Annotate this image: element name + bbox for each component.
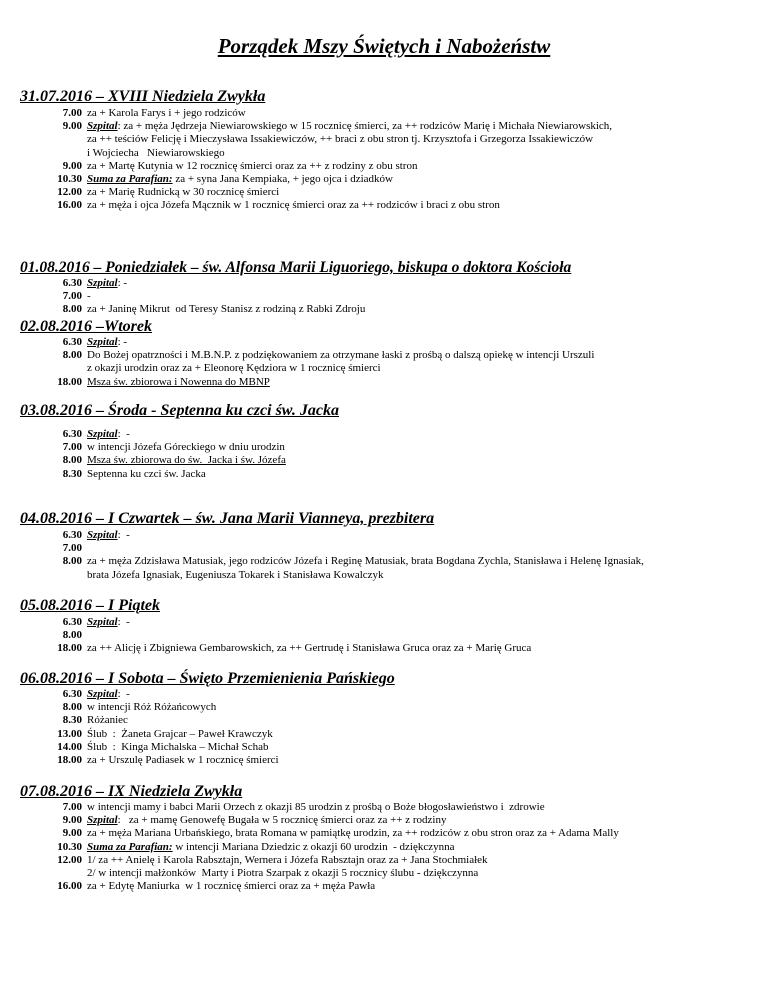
entry-text: w intencji Mariana Dziedzic z okazji 60 urodzin - dziękczynna (172, 840, 455, 853)
entry-time: 7.00 (62, 542, 82, 555)
entry-label: Szpital (87, 336, 118, 348)
schedule-entry (46, 199, 756, 212)
entry-label: Msza św. zbiorowa i Nowenna do MBNP (87, 375, 270, 388)
entry-time: 7.00 (62, 441, 82, 454)
entry-time: 6.30 (62, 688, 82, 700)
entry-text: w intencji mamy i babci Marii Orzech z okazji 85 urodzin z prośbą o Boże błogosławieństwo i zdrowie (87, 801, 545, 813)
entry-time: 7.00 (62, 107, 82, 119)
day-entries (46, 277, 756, 317)
entry-time (46, 867, 82, 880)
entry-text: za ++ Alicję i Zbigniewa Gembarowskich, za ++ Gertrudę i Stanisława Gruca oraz za + Marię Gruca (87, 642, 532, 655)
entry-text: i Wojciecha Niewiarowskiego (87, 146, 225, 159)
schedule-entry (46, 303, 756, 316)
entry-text: 1/ za ++ Anielę i Karola Rabsztajn, Wernera i Józefa Rabsztajn oraz za + Jana Stochmiałek (87, 853, 488, 866)
schedule-entry (46, 854, 756, 867)
entry-text: - (87, 290, 91, 303)
entry-label: Szpital (87, 814, 118, 827)
entry-text: Różaniec (87, 714, 128, 727)
entry-label: Suma za Parafian: (87, 840, 173, 853)
schedule-entry (46, 728, 756, 741)
entry-time: 8.00 (62, 701, 82, 714)
schedule-entry (46, 801, 756, 814)
entry-time: 6.30 (62, 336, 82, 348)
entry-time: 8.00 (62, 349, 82, 362)
entry-time: 9.00 (62, 159, 82, 172)
entry-text: za + męża i ojca Józefa Mącznik w 1 rocznicę śmierci oraz za ++ rodziców i braci z obu stron (87, 199, 500, 212)
entry-time: 6.30 (62, 428, 82, 440)
entry-text: za ++ teściów Felicję i Mieczysława Issakiewiczów, ++ braci z obu stron tj. Krzysztofa i Grzegorza Issakiewiczów (87, 133, 594, 146)
entry-time: 12.00 (57, 186, 82, 199)
entry-text: : za + mamę Genowefę Bugała w 5 rocznicę śmierci oraz za ++ z rodziny (117, 814, 447, 827)
schedule-entry (46, 107, 756, 120)
entry-time: 9.00 (62, 827, 82, 840)
schedule-entry (46, 277, 756, 290)
entry-time: 6.30 (62, 616, 82, 628)
schedule-entry (46, 186, 756, 199)
entry-text: za + męża Zdzisława Matusiak, jego rodziców Józefa i Reginę Matusiak, brata Bogdana Zychla, Stanisława i Helenę Ignasiak, (87, 555, 644, 568)
entry-time: 16.00 (57, 880, 82, 893)
entry-time: 18.00 (57, 754, 82, 767)
entry-time: 6.30 (62, 529, 82, 541)
entry-text: Ślub : Żaneta Grajcar – Paweł Krawczyk (87, 727, 273, 740)
entry-text: : za + męża Jędrzeja Niewiarowskiego w 15 rocznicę śmierci, za ++ rodziców Marię i Michała Niewiarowskich, (117, 120, 613, 133)
entry-time (46, 147, 82, 160)
entry-time: 8.30 (62, 467, 82, 480)
entry-label: Szpital (87, 688, 118, 700)
entry-time: 12.00 (57, 853, 82, 866)
entry-time: 8.00 (62, 629, 82, 642)
schedule-entry (46, 133, 756, 146)
entry-text: za + Martę Kutynia w 12 rocznicę śmierci oraz za ++ z rodziny z obu stron (87, 159, 418, 172)
schedule-entry (46, 569, 756, 582)
schedule-entry (46, 336, 756, 349)
day-heading: 04.08.2016 – I Czwartek – św. Jana Marii Vianneya, prezbitera (20, 510, 435, 527)
page-title: Porządek Mszy Świętych i Nabożeństw (217, 34, 551, 58)
entry-text: za + Edytę Maniurka w 1 rocznicę śmierci oraz za + męża Pawła (87, 880, 376, 893)
entry-label: Szpital (87, 428, 118, 440)
day-heading: 05.08.2016 – I Piątek (20, 597, 160, 614)
schedule-entry (46, 880, 756, 893)
entry-text: : - (117, 428, 130, 440)
schedule-entry (46, 616, 756, 629)
entry-time: 6.30 (62, 277, 82, 289)
entry-text: brata Józefa Ignasiak, Eugeniusza Tokarek i Stanisława Kowalczyk (87, 568, 384, 581)
schedule-entry (46, 290, 756, 303)
day-heading: 02.08.2016 –Wtorek (20, 318, 152, 335)
entry-text: : - (117, 277, 128, 289)
day-entries (46, 428, 756, 481)
entry-text: : - (117, 616, 130, 628)
day-entries (46, 107, 756, 213)
schedule-entry (46, 441, 756, 454)
entry-text: Do Bożej opatrzności i M.B.N.P. z podziękowaniem za otrzymane łaski z prośbą o dalszą opiekę w intencji Urszuli (87, 349, 595, 362)
entry-text: Ślub : Kinga Michalska – Michał Schab (87, 740, 269, 753)
schedule-entry (46, 688, 756, 701)
entry-time: 14.00 (57, 740, 82, 753)
schedule-entry (46, 542, 756, 555)
entry-text: 2/ w intencji małżonków Marty i Piotra Szarpak z okazji 5 rocznicy ślubu - dziękczynna (87, 867, 479, 880)
entry-time (46, 569, 82, 582)
schedule-entry (46, 349, 756, 362)
schedule-entry (46, 362, 756, 375)
day-entries (46, 529, 756, 582)
day-heading: 31.07.2016 – XVIII Niedziela Zwykła (20, 88, 266, 105)
schedule-entry (46, 642, 756, 655)
entry-text: za + męża Mariana Urbańskiego, brata Romana w pamiątkę urodzin, za ++ rodziców z obu stron oraz za + Adama Mally (87, 827, 619, 840)
schedule-entry (46, 701, 756, 714)
entry-time: 13.00 (57, 727, 82, 740)
entry-time: 10.30 (57, 840, 82, 853)
schedule-entry (46, 147, 756, 160)
day-heading: 01.08.2016 – Poniedziałek – św. Alfonsa Marii Liguoriego, biskupa o doktora Kościoła (20, 259, 572, 276)
schedule-entry (46, 629, 756, 642)
schedule-entry (46, 160, 756, 173)
entry-time: 18.00 (57, 375, 82, 388)
entry-time: 8.00 (62, 303, 82, 316)
entry-time: 7.00 (62, 801, 82, 813)
schedule-entry (46, 814, 756, 827)
day-heading: 03.08.2016 – Środa - Septenna ku czci św. Jacka (20, 402, 339, 419)
schedule-entry (46, 428, 756, 441)
entry-label: Szpital (87, 277, 118, 289)
entry-time: 7.00 (62, 290, 82, 303)
entry-label: Szpital (87, 529, 118, 541)
day-heading: 07.08.2016 – IX Niedziela Zwykła (20, 783, 243, 800)
schedule-entry (46, 173, 756, 186)
entry-label: Szpital (87, 616, 118, 628)
day-entries (46, 336, 756, 389)
entry-time: 8.30 (62, 714, 82, 727)
schedule-entry (46, 529, 756, 542)
schedule-entry (46, 754, 756, 767)
schedule-entry (46, 841, 756, 854)
entry-text: za + Marię Rudnicką w 30 rocznicę śmierci (87, 186, 280, 199)
entry-label: Szpital (87, 120, 118, 133)
schedule-entry (46, 555, 756, 568)
entry-time: 9.00 (62, 120, 82, 133)
entry-time (46, 362, 82, 375)
day-entries (46, 616, 756, 656)
schedule-entry (46, 867, 756, 880)
entry-time: 8.00 (62, 555, 82, 568)
schedule-entry (46, 120, 756, 133)
schedule-entry (46, 376, 756, 389)
entry-text: za + Urszulę Padiasek w 1 rocznicę śmierci (87, 754, 279, 767)
schedule-entry (46, 741, 756, 754)
entry-text: z okazji urodzin oraz za + Eleonorę Kędziora w 1 rocznicę śmierci (87, 362, 381, 375)
entry-text: za + Janinę Mikrut od Teresy Stanisz z rodziną z Rabki Zdroju (87, 303, 366, 316)
entry-time: 10.30 (57, 173, 82, 186)
entry-text: za + Karola Farys i + jego rodziców (87, 107, 246, 119)
day-entries (46, 688, 756, 767)
schedule-entry (46, 714, 756, 727)
entry-text: : - (117, 529, 130, 541)
entry-text: : - (117, 336, 128, 348)
day-entries (46, 801, 756, 893)
entry-time: 16.00 (57, 199, 82, 212)
schedule-entry (46, 827, 756, 840)
entry-text: Septenna ku czci św. Jacka (87, 467, 206, 480)
entry-text: w intencji Róż Różańcowych (87, 701, 217, 714)
entry-label: Suma za Parafian: (87, 173, 173, 186)
entry-time (46, 133, 82, 146)
entry-text: za + syna Jana Kempiaka, + jego ojca i dziadków (172, 173, 393, 186)
entry-text: w intencji Józefa Góreckiego w dniu urodzin (87, 441, 285, 454)
schedule-entry (46, 468, 756, 481)
day-heading: 06.08.2016 – I Sobota – Święto Przemienienia Pańskiego (20, 670, 395, 687)
entry-time: 8.00 (62, 454, 82, 467)
schedule-entry (46, 454, 756, 467)
entry-time: 9.00 (62, 814, 82, 827)
entry-label: Msza św. zbiorowa do św. Jacka i św. Józefa (87, 454, 286, 467)
entry-text: : - (117, 688, 130, 700)
entry-time: 18.00 (57, 642, 82, 655)
